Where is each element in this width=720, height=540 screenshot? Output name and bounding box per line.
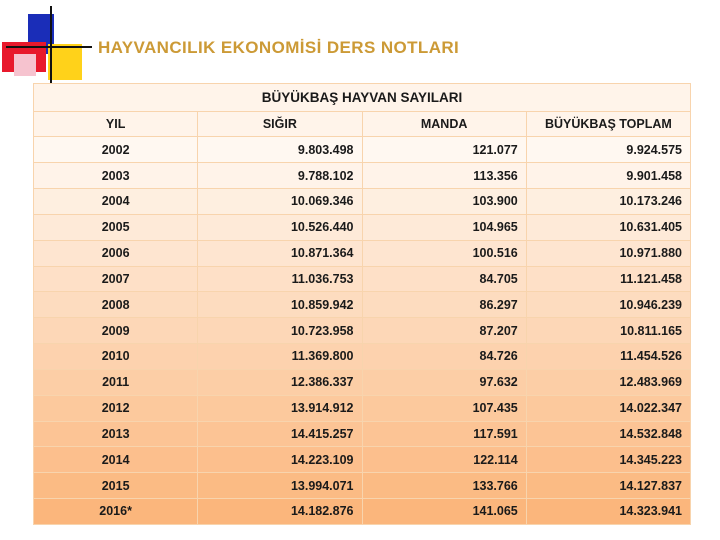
cattle-cell: 10.069.346: [198, 189, 362, 215]
total-cell: 10.811.165: [526, 318, 690, 344]
buffalo-cell: 97.632: [362, 369, 526, 395]
year-cell: 2004: [34, 189, 198, 215]
buffalo-cell: 133.766: [362, 473, 526, 499]
livestock-table-container: [33, 83, 691, 525]
total-cell: 14.532.848: [526, 421, 690, 447]
table-row: [34, 421, 691, 447]
total-cell: 14.127.837: [526, 473, 690, 499]
cattle-cell: 14.415.257: [198, 421, 362, 447]
cattle-cell: 14.182.876: [198, 498, 362, 524]
slide-title: HAYVANCILIK EKONOMİSİ DERS NOTLARI: [98, 38, 460, 57]
column-header-cattle: SIĞIR: [198, 111, 362, 137]
decor-yellow-square: [48, 44, 82, 80]
buffalo-cell: 107.435: [362, 395, 526, 421]
year-cell: 2007: [34, 266, 198, 292]
total-cell: 11.121.458: [526, 266, 690, 292]
cattle-cell: 10.526.440: [198, 214, 362, 240]
table-row: [34, 240, 691, 266]
total-cell: 14.323.941: [526, 498, 690, 524]
table-row: [34, 266, 691, 292]
total-cell: 14.022.347: [526, 395, 690, 421]
buffalo-cell: 84.726: [362, 344, 526, 370]
year-cell: 2009: [34, 318, 198, 344]
buffalo-cell: 86.297: [362, 292, 526, 318]
cattle-cell: 11.036.753: [198, 266, 362, 292]
buffalo-cell: 87.207: [362, 318, 526, 344]
buffalo-cell: 121.077: [362, 137, 526, 163]
table-row: [34, 473, 691, 499]
year-cell: 2006: [34, 240, 198, 266]
table-row: [34, 163, 691, 189]
table-row: [34, 369, 691, 395]
cattle-cell: 10.871.364: [198, 240, 362, 266]
decor-pink-square: [14, 54, 36, 76]
year-cell: 2003: [34, 163, 198, 189]
year-cell: 2011: [34, 369, 198, 395]
buffalo-cell: 113.356: [362, 163, 526, 189]
buffalo-cell: 104.965: [362, 214, 526, 240]
cattle-cell: 10.723.958: [198, 318, 362, 344]
cattle-cell: 12.386.337: [198, 369, 362, 395]
column-header-year: YIL: [34, 111, 198, 137]
livestock-table: [33, 83, 691, 525]
total-cell: 11.454.526: [526, 344, 690, 370]
buffalo-cell: 84.705: [362, 266, 526, 292]
table-body: [34, 137, 691, 525]
year-cell: 2008: [34, 292, 198, 318]
total-cell: 9.901.458: [526, 163, 690, 189]
year-cell: 2016*: [34, 498, 198, 524]
table-row: [34, 292, 691, 318]
year-cell: 2015: [34, 473, 198, 499]
column-header-buffalo: MANDA: [362, 111, 526, 137]
year-cell: 2013: [34, 421, 198, 447]
total-cell: 14.345.223: [526, 447, 690, 473]
table-row: [34, 189, 691, 215]
column-header-total: BÜYÜKBAŞ TOPLAM: [526, 111, 690, 137]
cattle-cell: 13.994.071: [198, 473, 362, 499]
buffalo-cell: 141.065: [362, 498, 526, 524]
buffalo-cell: 103.900: [362, 189, 526, 215]
cattle-cell: 14.223.109: [198, 447, 362, 473]
decor-horizontal-line: [6, 46, 92, 48]
buffalo-cell: 100.516: [362, 240, 526, 266]
table-row: [34, 395, 691, 421]
total-cell: 10.173.246: [526, 189, 690, 215]
decor-vertical-line: [50, 6, 52, 84]
table-header-row: [34, 111, 691, 137]
cattle-cell: 10.859.942: [198, 292, 362, 318]
cattle-cell: 11.369.800: [198, 344, 362, 370]
cattle-cell: 9.788.102: [198, 163, 362, 189]
total-cell: 12.483.969: [526, 369, 690, 395]
table-row: [34, 447, 691, 473]
buffalo-cell: 117.591: [362, 421, 526, 447]
year-cell: 2010: [34, 344, 198, 370]
buffalo-cell: 122.114: [362, 447, 526, 473]
year-cell: 2014: [34, 447, 198, 473]
table-row: [34, 214, 691, 240]
table-caption: BÜYÜKBAŞ HAYVAN SAYILARI: [34, 84, 691, 112]
year-cell: 2012: [34, 395, 198, 421]
table-caption-row: [34, 84, 691, 112]
total-cell: 10.946.239: [526, 292, 690, 318]
total-cell: 9.924.575: [526, 137, 690, 163]
table-row: [34, 137, 691, 163]
cattle-cell: 13.914.912: [198, 395, 362, 421]
year-cell: 2005: [34, 214, 198, 240]
cattle-cell: 9.803.498: [198, 137, 362, 163]
total-cell: 10.631.405: [526, 214, 690, 240]
table-row: [34, 318, 691, 344]
total-cell: 10.971.880: [526, 240, 690, 266]
year-cell: 2002: [34, 137, 198, 163]
table-row: [34, 344, 691, 370]
table-row: [34, 498, 691, 524]
